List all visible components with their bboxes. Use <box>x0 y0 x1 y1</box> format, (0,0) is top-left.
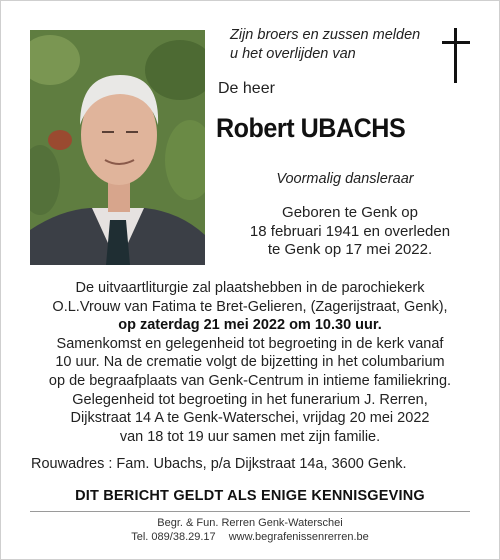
body-line: op de begraafplaats van Genk-Centrum in intieme familiekring. <box>48 372 452 389</box>
intro-line-1: Zijn broers en zussen melden <box>230 27 421 43</box>
body-line: van 18 tot 19 uur samen met zijn familie. <box>119 428 381 445</box>
cross-icon <box>442 28 470 83</box>
bio-line: te Genk op 17 mei 2022. <box>267 241 433 258</box>
honorific: De heer <box>218 80 275 97</box>
bio-line: 18 februari 1941 en overleden <box>249 222 451 240</box>
body-line: O.L.Vrouw van Fatima te Bret-Gelieren, (Zagerijstraat, Genk), <box>52 298 448 315</box>
portrait-photo <box>30 30 205 265</box>
bio-line: Geboren te Genk op <box>282 204 418 221</box>
intro-line-2: u het overlijden van <box>230 46 356 62</box>
funeral-home-footer <box>0 516 500 544</box>
funeral-home-name: Begr. & Fun. Rerren Genk-Waterschei <box>157 517 343 529</box>
funeral-details <box>12 279 488 446</box>
deceased-name: Robert UBACHS <box>216 113 406 143</box>
birth-death-details <box>210 204 490 260</box>
funeral-home-website[interactable]: www.begrafenissenrerren.be <box>228 531 369 543</box>
body-line: De uitvaartliturgie zal plaatshebben in de parochiekerk <box>75 280 425 296</box>
sole-notice: DIT BERICHT GELDT ALS ENIGE KENNISGEVING <box>75 488 425 504</box>
body-line: Gelegenheid tot begroeting in het funerarium J. Rerren, <box>72 391 428 408</box>
body-line: 10 uur. Na de crematie volgt de bijzetting in het columbarium <box>55 354 445 371</box>
occupation: Voormalig dansleraar <box>276 171 414 187</box>
funeral-home-phone: Tel. 089/38.29.17 <box>131 531 216 543</box>
announcement-intro <box>230 26 420 64</box>
divider <box>30 511 470 512</box>
mourning-address: Rouwadres : Fam. Ubachs, p/a Dijkstraat 14a, 3600 Genk. <box>31 456 407 472</box>
ceremony-date: op zaterdag 21 mei 2022 om 10.30 uur. <box>118 317 382 334</box>
body-line: Samenkomst en gelegenheid tot begroeting in de kerk vanaf <box>56 335 444 352</box>
body-line: Dijkstraat 14 A te Genk-Waterschei, vrijdag 20 mei 2022 <box>70 410 430 427</box>
